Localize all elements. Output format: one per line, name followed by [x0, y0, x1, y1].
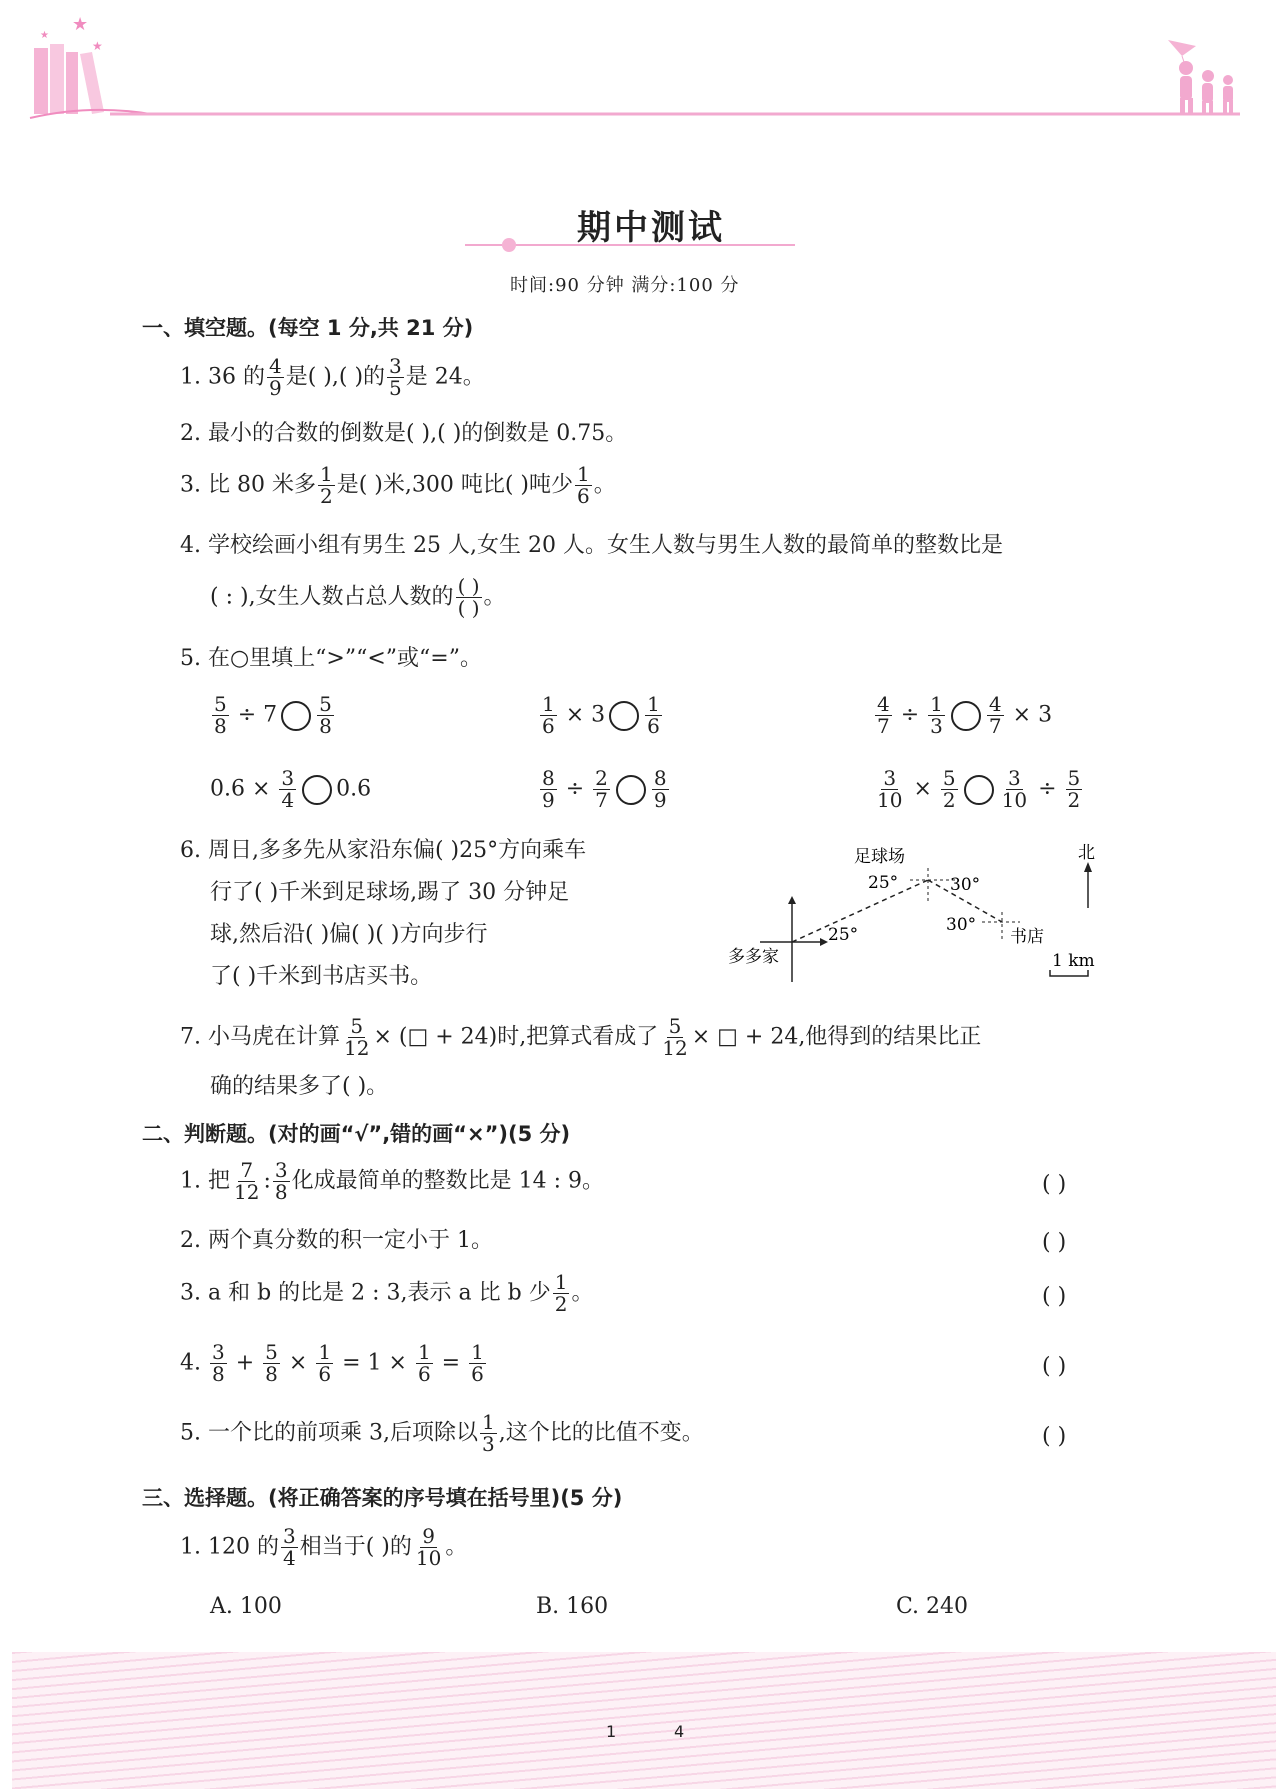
title-underline [465, 236, 795, 256]
section1-heading: 一、填空题。(每空 1 分,共 21 分) [142, 316, 474, 340]
answer-bracket-3[interactable]: ( ) [1042, 1284, 1067, 1309]
page-title: 期中测试 [577, 208, 725, 248]
s1-question-6-line1: 6. 周日,多多先从家沿东偏( )25°方向乘车 [180, 838, 587, 863]
home-label: 多多家 [728, 947, 779, 967]
option-a[interactable]: A. 100 [210, 1594, 282, 1619]
option-c[interactable]: C. 240 [896, 1594, 969, 1619]
s1-question-4-line1: 4. 学校绘画小组有男生 25 人,女生 20 人。女生人数与男生人数的最简单的整数比是 [180, 533, 1003, 558]
answer-circle[interactable] [302, 775, 332, 805]
answer-circle[interactable] [609, 701, 639, 731]
compare-r2c2: $\frac{8}{9}$ ÷ $\frac{2}{7}$ $\frac{8}{9}$ [542, 766, 667, 812]
svg-text:★: ★ [72, 14, 89, 35]
s1-question-5-label: 5. 在○里填上“>”“<”或“=”。 [180, 646, 482, 671]
s1-question-4-line2: ( : ),女生人数占总人数的 $\frac{( )}{( )}$ 。 [210, 574, 506, 620]
header-decoration [0, 0, 1287, 140]
time-score-info: 时间:90 分钟 满分:100 分 [510, 275, 740, 296]
section3-heading: 三、选择题。(将正确答案的序号填在括号里)(5 分) [142, 1486, 623, 1510]
s2-question-3: 3. a 和 b 的比是 2 : 3,表示 a 比 b 少 $\frac{1}{2}$ 。 [180, 1270, 594, 1316]
s1-question-6-line4: 了( )千米到书店买书。 [210, 964, 433, 989]
answer-circle[interactable] [281, 701, 311, 731]
north-label: 北 [1078, 843, 1095, 863]
svg-text:★: ★ [92, 39, 103, 53]
s2-question-2: 2. 两个真分数的积一定小于 1。 [180, 1228, 493, 1253]
answer-bracket-4[interactable]: ( ) [1042, 1354, 1067, 1379]
page-number-right: 4 [674, 1722, 685, 1741]
s1-question-3: 3. 比 80 米多 $\frac{1}{2}$ 是( )米,300 吨比( )吨少 $\frac{1}{6}$ 。 [180, 462, 616, 508]
s1-question-6-line2: 行了( )千米到足球场,踢了 30 分钟足 [210, 880, 570, 905]
route-map-diagram [720, 840, 1110, 990]
s2-question-1: 1. 把 $\frac{7}{12}$ : $\frac{3}{8}$ 化成最简单的整数比是 14 : 9。 [180, 1158, 604, 1204]
angle-30-store: 30° [946, 915, 977, 935]
answer-circle[interactable] [951, 701, 981, 731]
s1-question-7-line2: 确的结果多了( )。 [210, 1074, 389, 1099]
s2-question-4: 4. $\frac{3}{8}$ + $\frac{5}{8}$ × $\frac{1}{6}$ = 1 × $\frac{1}{6}$ = $\frac{1}{6}$ [180, 1340, 484, 1386]
answer-bracket-5[interactable]: ( ) [1042, 1424, 1067, 1449]
angle-30-field: 30° [950, 875, 981, 895]
compare-r2c1: 0.6 × $\frac{3}{4}$ 0.6 [210, 766, 372, 812]
answer-circle[interactable] [616, 775, 646, 805]
compare-r1c3: $\frac{4}{7}$ ÷ $\frac{1}{3}$ $\frac{4}{7}$ × 3 [877, 692, 1053, 738]
s1-question-6-line3: 球,然后沿( )偏( )( )方向步行 [210, 922, 488, 947]
answer-bracket-1[interactable]: ( ) [1042, 1172, 1067, 1197]
answer-bracket-2[interactable]: ( ) [1042, 1230, 1067, 1255]
angle-25-home: 25° [828, 925, 859, 945]
svg-text:★: ★ [40, 30, 49, 41]
route-home-to-field [792, 880, 928, 942]
option-b[interactable]: B. 160 [536, 1594, 609, 1619]
s1-question-2: 2. 最小的合数的倒数是( ),( )的倒数是 0.75。 [180, 421, 628, 446]
footer-stripes [12, 1652, 1276, 1789]
s3-question-1: 1. 120 的 $\frac{3}{4}$ 相当于( )的 $\frac{9}{10}$ 。 [180, 1524, 468, 1570]
scale-label: 1 km [1052, 951, 1095, 971]
compare-r1c1: $\frac{5}{8}$ ÷ 7 $\frac{5}{8}$ [214, 692, 332, 738]
answer-circle[interactable] [964, 775, 994, 805]
s1-question-1: 1. 36 的 $\frac{4}{9}$ 是( ),( )的 $\frac{3}{5}$ 是 24。 [180, 354, 485, 400]
section2-heading: 二、判断题。(对的画“√”,错的画“×”)(5 分) [142, 1122, 571, 1146]
page-number-left: 1 [606, 1722, 617, 1741]
compare-r2c3: $\frac{3}{10}$ × $\frac{5}{2}$ $\frac{3}{10}$ ÷ $\frac{5}{2}$ [877, 766, 1081, 812]
s1-question-7-line1: 7. 小马虎在计算 $\frac{5}{12}$ × (□ + 24)时,把算式看成了 $\frac{5}{12}$ × □ + 24,他得到的结果比正 [180, 1014, 982, 1060]
books-logo-icon [30, 14, 150, 118]
football-field-label: 足球场 [854, 847, 905, 867]
angle-25-field: 25° [868, 873, 899, 893]
compare-r1c2: $\frac{1}{6}$ × 3 $\frac{1}{6}$ [542, 692, 660, 738]
s2-question-5: 5. 一个比的前项乘 3,后项除以 $\frac{1}{3}$ ,这个比的比值不变。 [180, 1410, 704, 1456]
children-kite-icon [1168, 40, 1233, 114]
store-label: 书店 [1010, 927, 1044, 947]
